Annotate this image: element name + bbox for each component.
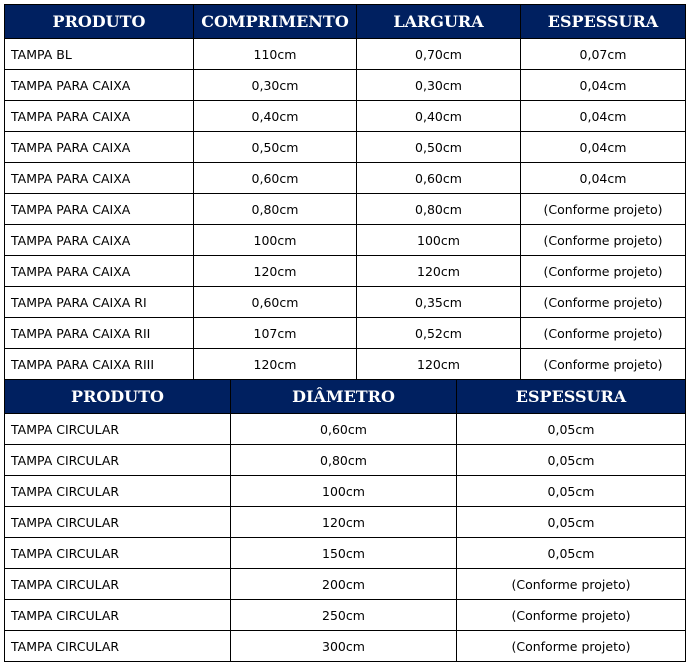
circular-table-body [5, 414, 686, 662]
cell-produto: TAMPA PARA CAIXA RII [5, 318, 194, 349]
cell-diametro: 0,60cm [231, 414, 457, 445]
column-header-produto: PRODUTO [5, 5, 194, 39]
cell-diametro: 200cm [231, 569, 457, 600]
table-row [5, 256, 686, 287]
table-row [5, 507, 686, 538]
cell-produto: TAMPA PARA CAIXA [5, 101, 194, 132]
cell-espessura: 0,05cm [457, 414, 686, 445]
cell-espessura: (Conforme projeto) [521, 194, 686, 225]
cell-espessura: (Conforme projeto) [521, 256, 686, 287]
column-header-largura: LARGURA [357, 5, 521, 39]
cell-comprimento: 0,80cm [194, 194, 357, 225]
cell-produto: TAMPA PARA CAIXA [5, 256, 194, 287]
cell-largura: 120cm [357, 349, 521, 380]
table-row [5, 132, 686, 163]
table-row [5, 101, 686, 132]
cell-diametro: 300cm [231, 631, 457, 662]
cell-produto: TAMPA CIRCULAR [5, 476, 231, 507]
table-row [5, 70, 686, 101]
cell-espessura: 0,04cm [521, 70, 686, 101]
cell-espessura: 0,05cm [457, 507, 686, 538]
cell-largura: 0,40cm [357, 101, 521, 132]
column-header-comprimento: COMPRIMENTO [194, 5, 357, 39]
cell-diametro: 120cm [231, 507, 457, 538]
table-row [5, 631, 686, 662]
cell-comprimento: 120cm [194, 349, 357, 380]
cell-comprimento: 107cm [194, 318, 357, 349]
cell-espessura: 0,04cm [521, 101, 686, 132]
cell-largura: 0,60cm [357, 163, 521, 194]
cell-largura: 0,35cm [357, 287, 521, 318]
table-row [5, 569, 686, 600]
cell-comprimento: 120cm [194, 256, 357, 287]
rectangular-covers-table [4, 4, 686, 380]
cell-produto: TAMPA PARA CAIXA [5, 132, 194, 163]
cell-comprimento: 0,60cm [194, 287, 357, 318]
cell-produto: TAMPA CIRCULAR [5, 631, 231, 662]
cell-largura: 0,52cm [357, 318, 521, 349]
cell-comprimento: 110cm [194, 39, 357, 70]
cell-largura: 0,70cm [357, 39, 521, 70]
cell-espessura: (Conforme projeto) [521, 225, 686, 256]
cell-espessura: 0,05cm [457, 476, 686, 507]
cell-espessura: (Conforme projeto) [521, 287, 686, 318]
cell-comprimento: 0,60cm [194, 163, 357, 194]
cell-produto: TAMPA PARA CAIXA [5, 225, 194, 256]
cell-produto: TAMPA CIRCULAR [5, 600, 231, 631]
cell-diametro: 250cm [231, 600, 457, 631]
cell-largura: 120cm [357, 256, 521, 287]
cell-largura: 0,80cm [357, 194, 521, 225]
cell-espessura: (Conforme projeto) [521, 349, 686, 380]
cell-largura: 0,30cm [357, 70, 521, 101]
table-row [5, 318, 686, 349]
table-header-row [5, 380, 686, 414]
cell-produto: TAMPA PARA CAIXA [5, 70, 194, 101]
cell-espessura: (Conforme projeto) [457, 569, 686, 600]
cell-comprimento: 0,40cm [194, 101, 357, 132]
table-row [5, 225, 686, 256]
table-header-row [5, 5, 686, 39]
column-header-diametro: DIÂMETRO [231, 380, 457, 414]
cell-produto: TAMPA CIRCULAR [5, 569, 231, 600]
cell-diametro: 150cm [231, 538, 457, 569]
table-row [5, 287, 686, 318]
cell-produto: TAMPA PARA CAIXA RI [5, 287, 194, 318]
cell-produto: TAMPA CIRCULAR [5, 538, 231, 569]
table-row [5, 445, 686, 476]
cell-comprimento: 100cm [194, 225, 357, 256]
cell-espessura: 0,07cm [521, 39, 686, 70]
cell-espessura: 0,04cm [521, 163, 686, 194]
cell-espessura: (Conforme projeto) [457, 600, 686, 631]
cell-largura: 0,50cm [357, 132, 521, 163]
circular-covers-table [4, 379, 686, 662]
cell-comprimento: 0,50cm [194, 132, 357, 163]
table-row [5, 349, 686, 380]
cell-espessura: (Conforme projeto) [521, 318, 686, 349]
cell-produto: TAMPA BL [5, 39, 194, 70]
cell-diametro: 0,80cm [231, 445, 457, 476]
table-row [5, 414, 686, 445]
table-row [5, 600, 686, 631]
cell-produto: TAMPA PARA CAIXA [5, 194, 194, 225]
cell-comprimento: 0,30cm [194, 70, 357, 101]
cell-espessura: 0,05cm [457, 445, 686, 476]
column-header-espessura: ESPESSURA [521, 5, 686, 39]
cell-espessura: 0,04cm [521, 132, 686, 163]
table-row [5, 476, 686, 507]
cell-largura: 100cm [357, 225, 521, 256]
table-row [5, 538, 686, 569]
cell-espessura: 0,05cm [457, 538, 686, 569]
rectangular-table-body [5, 39, 686, 380]
cell-produto: TAMPA CIRCULAR [5, 507, 231, 538]
cell-espessura: (Conforme projeto) [457, 631, 686, 662]
table-row [5, 39, 686, 70]
column-header-espessura: ESPESSURA [457, 380, 686, 414]
table-row [5, 194, 686, 225]
cell-produto: TAMPA PARA CAIXA RIII [5, 349, 194, 380]
cell-produto: TAMPA PARA CAIXA [5, 163, 194, 194]
table-row [5, 163, 686, 194]
cell-produto: TAMPA CIRCULAR [5, 445, 231, 476]
cell-produto: TAMPA CIRCULAR [5, 414, 231, 445]
column-header-produto: PRODUTO [5, 380, 231, 414]
cell-diametro: 100cm [231, 476, 457, 507]
